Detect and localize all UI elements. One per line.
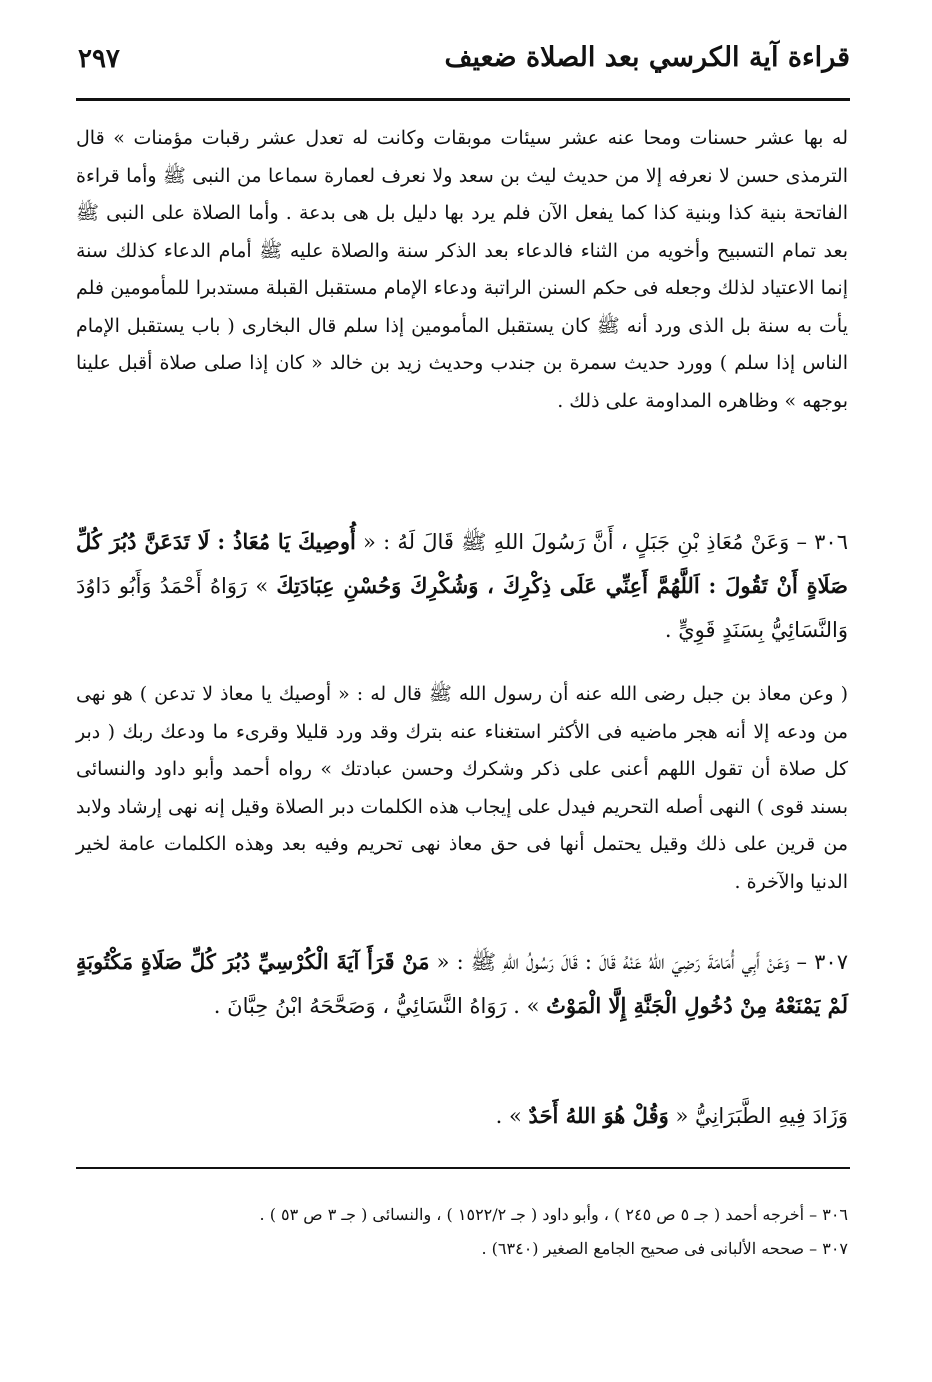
addition-ending: » . bbox=[495, 1104, 529, 1128]
addition-text: وَقُلْ هُوَ اللهُ أَحَدٌ bbox=[528, 1103, 669, 1128]
footnote-307: ٣٠٧ – صححه الألبانى فى صحيح الجامع الصغير (٦٣٤٠) . bbox=[481, 1239, 848, 1258]
hadith-306-intro: ٣٠٦ – وَعَنْ مُعَاذِ بْنِ جَبَلٍ ، أَنَّ رَسُولَ اللهِ ﷺ قَالَ لَهُ : « bbox=[355, 530, 848, 554]
footnote-306: ٣٠٦ – أخرجه أحمد ( جـ ٥ ص ٢٤٥ ) ، وأبو داود ( جـ ١٥٢٢/٢ ) ، والنسائى ( جـ ٣ ص ٥٣ ) . bbox=[259, 1205, 848, 1224]
hadith-307-text: مَنْ قَرَأَ آيَةَ الْكُرْسِيِّ دُبُرَ كُلِّ صَلَاةٍ مَكْتُوبَةٍ لَمْ يَمْنَعْهُ مِنْ دُخُولِ الْجَنَّةِ إِلَّا الْمَوْتُ bbox=[76, 949, 848, 1018]
hadith-307-ending: » . رَوَاهُ النَّسَائِيُّ ، وَصَحَّحَهُ ابْنُ حِبَّانَ . bbox=[213, 994, 547, 1018]
hadith-306 bbox=[76, 520, 848, 652]
commentary-paragraph-2: ( وعن معاذ بن جبل رضى الله عنه أن رسول الله ﷺ قال له : « أوصيك يا معاذ لا تدعن ) هو نهى من ودعه إلا أنه هجر ماضيه فى الأكثر استغناء عنه بترك وقد ورد قليلا وقرىء ما ودعك ربك ( دبر كل صلاة أن تقول اللهم أعنى على ذكر وشكرك وحسن عبادتك » رواه أحمد وأبو داود والنسائى بسند قوى ) النهى أصله التحريم فيدل على إيجاب هذه الكلمات دبر الصلاة وقيل إنه نهى إرشاد ولابد من قرين على ذلك وقيل يحتمل أنها فى حق معاذ نهى تحريم وفيه بعد وهذه الكلمات عامة لخير الدنيا والآخرة . bbox=[76, 683, 849, 893]
running-title: قراءة آية الكرسي بعد الصلاة ضعيف bbox=[444, 42, 850, 73]
addition-intro: وَزَادَ فِيهِ الطَّبَرَانِيُّ « bbox=[668, 1104, 848, 1128]
footnote-divider bbox=[76, 1167, 850, 1169]
hadith-306-text: أُوصِيكَ يَا مُعَاذُ : لَا تَدَعَنَّ دُبُرَ كُلِّ صَلَاةٍ أَنْ تَقُولَ : اَللَّهُمَّ أَعِنِّي عَلَى ذِكْرِكَ ، وَشُكْرِكَ وَحُسْنِ عِبَادَتِكَ bbox=[76, 529, 849, 598]
commentary-paragraph-1: له بها عشر حسنات ومحا عنه عشر سيئات موبقات وكانت له تعدل عشر رقبات مؤمنات » قال الترمذى حسن لا نعرفه إلا من حديث ليث بن سعد ولا نعرف لعمارة سماعا من النبى ﷺ وأما قراءة الفاتحة بنية كذا وبنية كذا كما يفعل الآن فلم يرد بها دليل بل هى بدعة . وأما الصلاة على النبى ﷺ بعد تمام التسبيح وأخويه من الثناء فالدعاء بعد الذكر سنة والصلاة عليه ﷺ أمام الدعاء كذلك سنة إنما الاعتياد لذلك وجعله فى حكم السنن الراتبة ودعاء الإمام مستقبل القبلة مستدبرا للمأمومين فلم يأت به سنة بل الذى ورد أنه ﷺ كان يستقبل المأمومين إذا سلم قال البخارى ( باب يستقبل الإمام الناس إذا سلم ) وورد حديث سمرة بن جندب وحديث زيد بن خالد « كان إذا صلى صلاة أقبل علينا بوجهه » وظاهره المداومة على ذلك . bbox=[76, 127, 848, 412]
page-header bbox=[78, 40, 850, 90]
header-divider bbox=[76, 98, 850, 101]
hadith-307 bbox=[76, 940, 848, 1028]
hadith-307-intro: ٣٠٧ – وَعَنْ أَبِي أُمَامَةَ رَضِيَ اللهُ عَنْهُ قَالَ : قَالَ رَسُولُ اللهِ ﷺ : « bbox=[429, 950, 848, 974]
tabarani-addition bbox=[76, 1094, 848, 1138]
footnotes bbox=[76, 1198, 848, 1266]
hadith-306-ending: » رَوَاهُ أَحْمَدُ وَأَبُو دَاوُدَ وَالنَّسَائِيُّ بِسَنَدٍ قَوِيٍّ . bbox=[76, 574, 848, 642]
page-number: ٢٩٧ bbox=[78, 44, 120, 74]
